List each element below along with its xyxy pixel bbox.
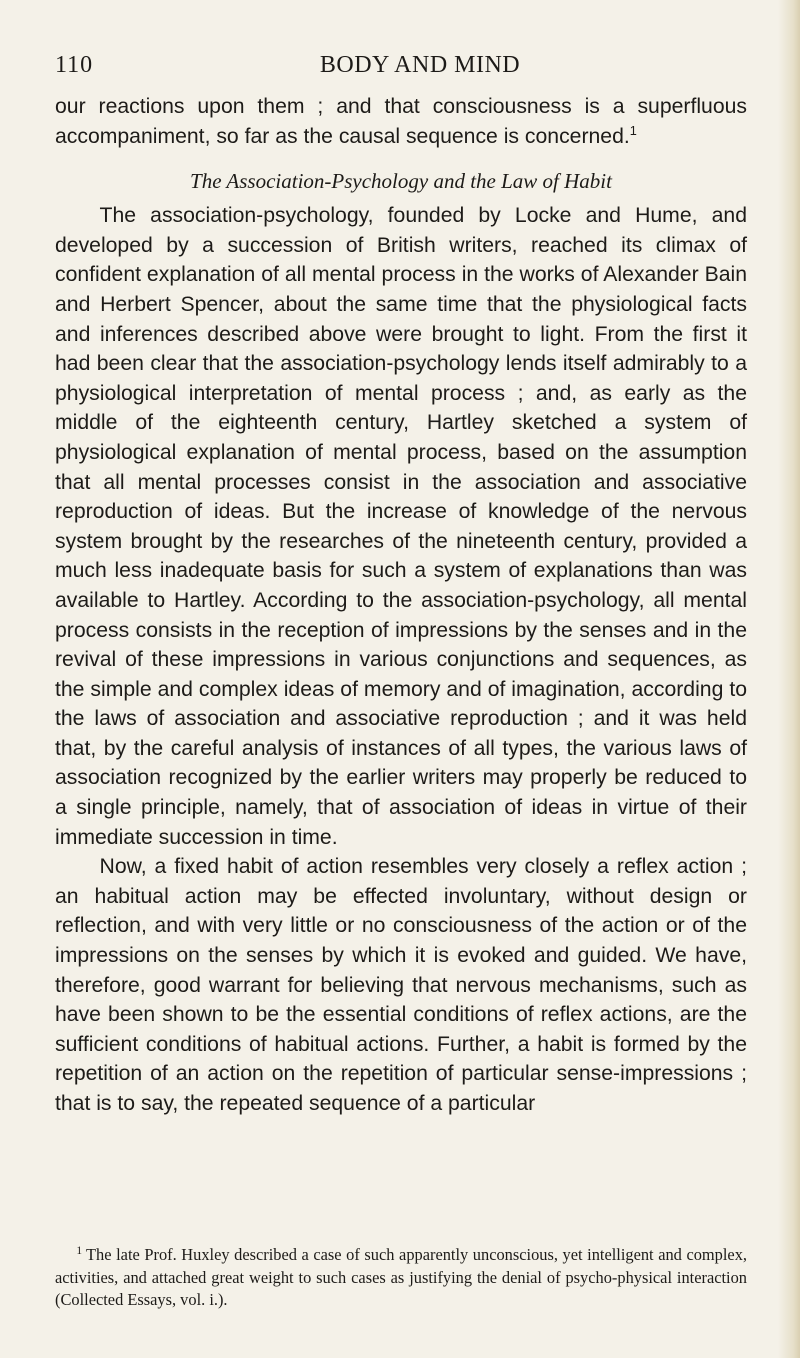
footnote-text: The late Prof. Huxley described a case of such apparently unconscious, yet intelligent and complex, activities, and attached great weight to such cases as justifying the denial of psycho-physical interaction (Collected Essays, vol. i.). <box>55 1245 747 1309</box>
paragraph-association-psychology: The association-psychology, founded by Locke and Hume, and developed by a succession of British writers, reached its climax of confident explanation of all mental process in the works of Alexander Bain and Herbert Spencer, about the same time that the physiological facts and inferences described above were brought to light. From the first it had been clear that the association-psychology lends itself admirably to a physiological interpretation of mental process ; and, as early as the middle of the eighteenth century, Hartley sketched a system of physiological explanation of mental process, based on the assumption that all mental processes consist in the association and associative reproduction of ideas. But the increase of knowledge of the nervous system brought by the researches of the nineteenth century, provided a much less inadequate basis for such a system of explanations than was available to Hartley. According to the association-psychology, all mental process consists in the reception of impressions by the senses and in the revival of these impressions in various conjunctions and sequences, as the simple and complex ideas of memory and of imagination, according to the laws of association and associative reproduction ; and it was held that, by the careful analysis of instances of all types, the various laws of association recognized by the earlier writers may properly be reduced to a single principle, namely, that of association of ideas in virtue of their immediate succession in time. <box>55 204 747 849</box>
book-title: BODY AND MIND <box>319 52 521 78</box>
running-head <box>55 52 755 86</box>
paragraph-fixed-habit: Now, a fixed habit of action resembles very closely a reflex action ; an habitual action may be effected involuntary, without design or reflection, and with very little or no consciousness of the action or of the impressions on the senses by which it is evoked and guided. We have, therefore, good warrant for believing that nervous mechanisms, such as have been shown to be the essential conditions of reflex actions, are the sufficient conditions of habitual actions. Further, a habit is formed by the repetition of an action on the repetition of particular sense-impressions ; that is to say, the repeated sequence of a particular <box>55 855 747 1115</box>
footnote-reference: 1 <box>629 122 637 138</box>
body-text <box>55 92 747 1119</box>
continuation-paragraph <box>55 92 747 151</box>
footnote-marker: 1 <box>76 1244 83 1257</box>
page-number: 110 <box>55 52 94 78</box>
footnote <box>55 1244 747 1312</box>
page-edge-shadow <box>778 0 800 1358</box>
continuation-text: our reactions upon them ; and that consciousness is a superfluous accompaniment, so far as the causal sequence is concerned. <box>55 95 747 148</box>
section-heading: The Association-Psychology and the Law of Habit <box>190 169 612 194</box>
